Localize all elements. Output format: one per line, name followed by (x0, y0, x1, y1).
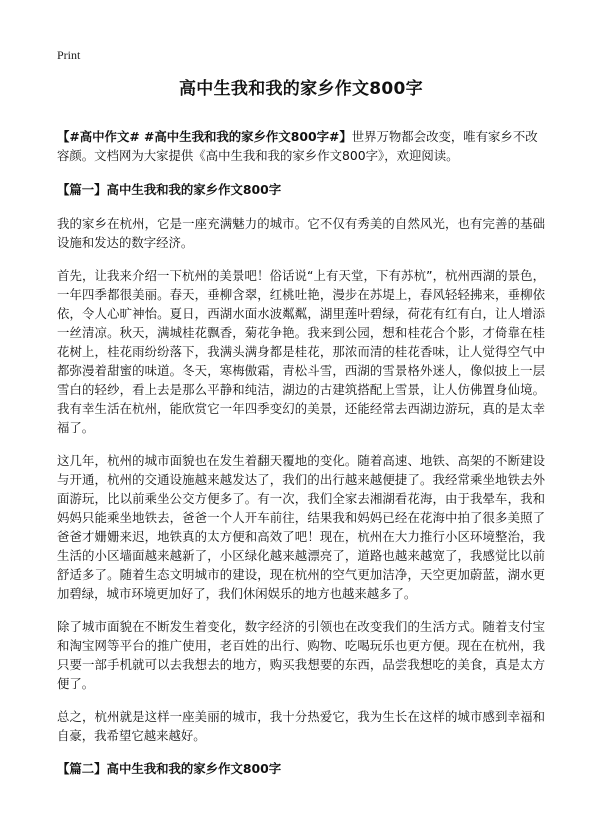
paragraph: 首先，让我来介绍一下杭州的美景吧！俗话说“上有天堂，下有苏杭”，杭州西湖的景色，一年四季都很美丽。春天，垂柳含翠，红桃吐艳，漫步在苏堤上，春风轻轻拂来，垂柳依依，令人心旷神怡。夏日，西湖水面水波粼粼，湖里莲叶碧绿，荷花有红有白，让人增添一丝清凉。秋天，满城桂花飘香，菊花争艳。我来到公园，想和桂花合个影，才倚靠在桂花树上，桂花雨纷纷落下，我满头满身都是桂花，那浓而清的桂花香味，让人觉得空气中都弥漫着甜蜜的味道。冬天，寒梅傲霜，青松斗雪，西湖的雪景格外迷人，像似披上一层雪白的轻纱，看上去是那么平静和纯洁，湖边的古建筑搭配上雪景，让人仿佛置身仙境。我有幸生活在杭州，能欣赏它一年四季变幻的美景，还能经常去西湖边游玩，真的是太幸福了。 (57, 268, 545, 435)
paragraph: 这几年，杭州的城市面貌也在发生着翻天覆地的变化。随着高速、地铁、高架的不断建设与开通，杭州的交通设施越来越发达了，我们的出行越来越便捷了。我经常乘坐地铁去外面游玩，比以前乘坐公交方便多了。有一次，我们全家去湘湖看花海，由于我晕车，我和妈妈只能乘坐地铁去，爸爸一个人开车前往，结果我和妈妈已经在花海中拍了很多美照了爸爸才姗姗来迟，地铁真的太方便和高效了吧！现在，杭州在大力推行小区环境整治，我生活的小区墙面越来越新了，小区绿化越来越漂亮了，道路也越来越宽了，我感觉比以前舒适多了。随着生态文明城市的建设，现在杭州的空气更加洁净，天空更加蔚蓝，湖水更加碧绿，城市环境更加好了，我们休闲娱乐的地方也越来越多了。 (57, 453, 545, 601)
paragraph: 总之，杭州就是这样一座美丽的城市，我十分热爱它，我为生长在这样的城市感到幸福和自豪，我希望它越来越好。 (57, 709, 545, 743)
section-one (57, 180, 545, 745)
paragraph: 除了城市面貌在不断发生着变化，数字经济的引领也在改变我们的生活方式。随着支付宝和淘宝网等平台的推广使用，老百姓的出行、购物、吃喝玩乐也更方便。现在在杭州，我只要一部手机就可以去我想去的地方，购买我想要的东西，品尝我想吃的美食，真是太方便了。 (57, 619, 545, 691)
section-heading: 【篇二】高中生我和我的家乡作文800字 (57, 761, 282, 776)
section-heading: 【篇一】高中生我和我的家乡作文800字 (57, 182, 282, 197)
document-body (57, 75, 545, 793)
section-two (57, 759, 545, 778)
intro-paragraph (57, 127, 545, 165)
intro-tags: 【#高中作文# #高中生我和我的家乡作文800字#】 (57, 129, 352, 144)
paragraph: 我的家乡在杭州，它是一座充满魅力的城市。它不仅有秀美的自然风光，也有完善的基础设施和发达的数字经济。 (57, 216, 545, 250)
print-link[interactable]: Print (57, 48, 81, 62)
page-title: 高中生我和我的家乡作文800字 (179, 79, 423, 99)
intro-text: 世界万物都会改变，唯有家乡不改容颜。文档网为大家提供《高中生我和我的家乡作文800字》，欢迎阅读。 (57, 129, 538, 163)
